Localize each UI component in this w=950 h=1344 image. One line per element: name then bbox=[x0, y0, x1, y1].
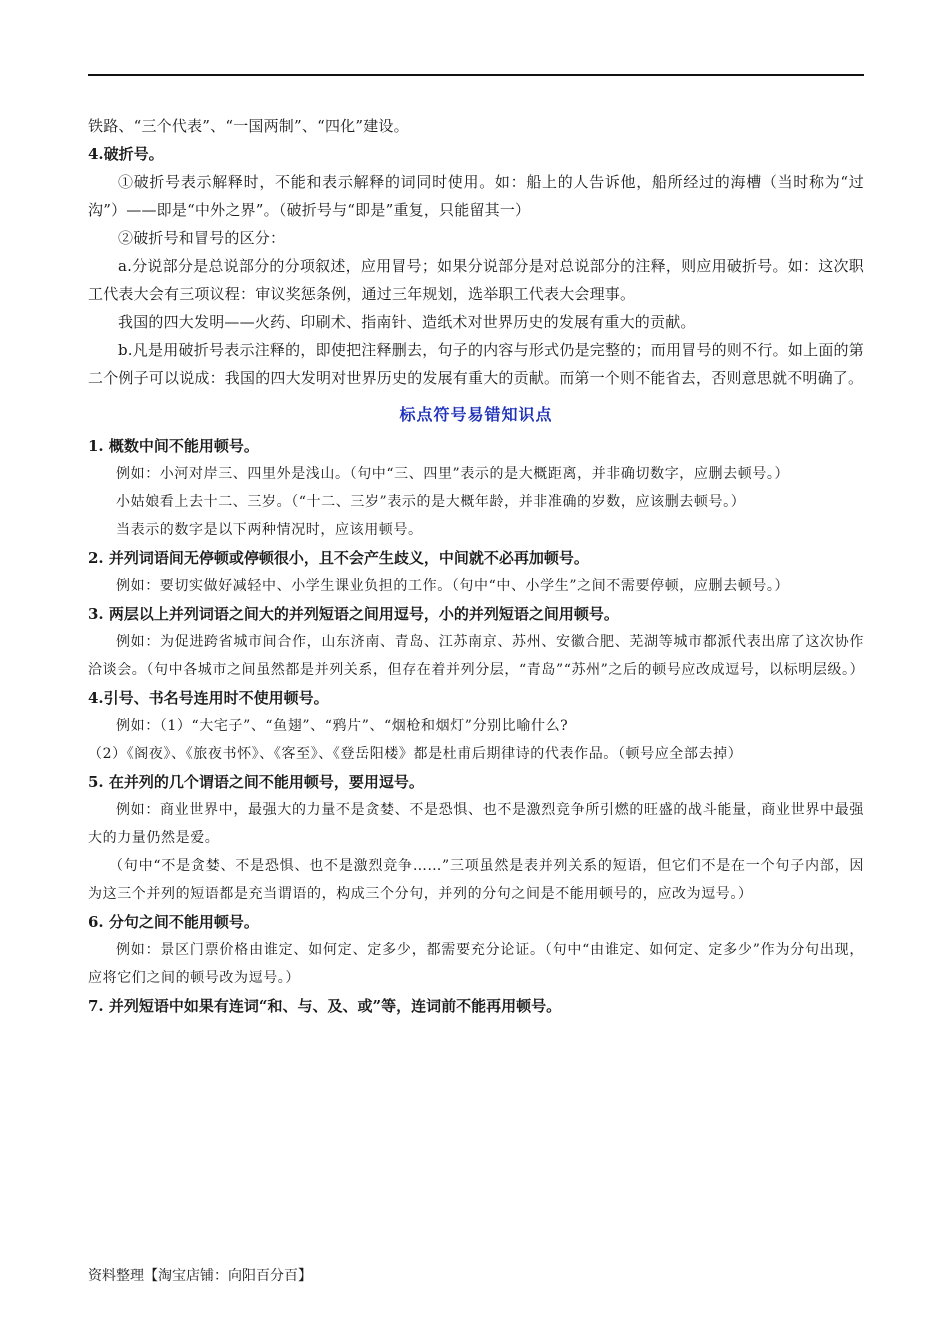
item-1-line-3: 当表示的数字是以下两种情况时，应该用顿号。 bbox=[116, 522, 423, 538]
item-4-line-1: 例如：（1）“大宅子”、“鱼翅”、“鸦片”、“烟枪和烟灯”分别比喻什么? bbox=[116, 718, 569, 734]
item-1-line-1: 例如：小河对岸三、四里外是浅山。（句中“三、四里”表示的是大概距离，并非确切数字，应删去顿号。） bbox=[116, 466, 790, 482]
dash-paragraph-2: ②破折号和冒号的区分： bbox=[118, 229, 286, 247]
item-1-heading: 1. 概数中间不能用顿号。 bbox=[88, 437, 259, 455]
item-5-heading: 5. 在并列的几个谓语之间不能用顿号，要用逗号。 bbox=[88, 773, 424, 791]
item-1-line-2: 小姑娘看上去十二、三岁。（“十二、三岁”表示的是大概年龄，并非准确的岁数，应该删去顿号。） bbox=[116, 494, 746, 510]
document-body bbox=[88, 112, 864, 1020]
item-3-heading: 3. 两层以上并列词语之间大的并列短语之间用逗号，小的并列短语之间用顿号。 bbox=[88, 605, 619, 623]
dash-section-heading: 4.破折号。 bbox=[88, 145, 164, 163]
item-4-line-2: （2）《阁夜》、《旅夜书怀》、《客至》、《登岳阳楼》都是杜甫后期律诗的代表作品。（顿号应全部去掉） bbox=[88, 746, 743, 762]
dash-paragraph-4: 我国的四大发明——火药、印刷术、指南针、造纸术对世界历史的发展有重大的贡献。 bbox=[118, 313, 696, 331]
item-5-line-1: 例如：商业世界中，最强大的力量不是贪婪、不是恐惧、也不是激烈竞争所引燃的旺盛的战斗能量，商业世界中最强大的力量仍然是爱。 bbox=[88, 802, 864, 846]
item-3-line-1: 例如：为促进跨省城市间合作，山东济南、青岛、江苏南京、苏州、安徽合肥、芜湖等城市都派代表出席了这次协作洽谈会。（句中各城市之间虽然都是并列关系，但存在着并列分层，“青岛”“苏州”之后的顿号应改成逗号，以标明层级。） bbox=[88, 634, 865, 678]
intro-line: 铁路、“三个代表”、“一国两制”、“四化”建设。 bbox=[88, 117, 409, 135]
dash-paragraph-3: a.分说部分是总说部分的分项叙述，应用冒号；如果分说部分是对总说部分的注释，则应用破折号。如：这次职工代表大会有三项议程：审议奖惩条例，通过三年规划，选举职工代表大会理事。 bbox=[88, 257, 864, 303]
item-7-heading: 7. 并列短语中如果有连词“和、与、及、或”等，连词前不能再用顿号。 bbox=[88, 997, 562, 1015]
footer-credit: 资料整理【淘宝店铺：向阳百分百】 bbox=[88, 1268, 312, 1284]
item-5-line-2: （句中“不是贪婪、不是恐惧、也不是激烈竞争……”三项虽然是表并列关系的短语，但它们不是在一个句子内部，因为这三个并列的短语都是充当谓语的，构成三个分句，并列的分句之间是不能用顿号的，应改为逗号。） bbox=[88, 858, 864, 902]
item-4-heading: 4.引号、书名号连用时不使用顿号。 bbox=[88, 689, 329, 707]
item-6-heading: 6. 分句之间不能用顿号。 bbox=[88, 913, 259, 931]
item-6-line-1: 例如：景区门票价格由谁定、如何定、定多少，都需要充分论证。（句中“由谁定、如何定、定多少”作为分句出现，应将它们之间的顿号改为逗号。） bbox=[88, 942, 864, 986]
item-2-heading: 2. 并列词语间无停顿或停顿很小，且不会产生歧义，中间就不必再加顿号。 bbox=[88, 549, 589, 567]
dash-paragraph-5: b.凡是用破折号表示注释的，即使把注释删去，句子的内容与形式仍是完整的；而用冒号的则不行。如上面的第二个例子可以说成：我国的四大发明对世界历史的发展有重大的贡献。而第一个则不能省去，否则意思就不明确了。 bbox=[88, 341, 864, 387]
dash-paragraph-1: ①破折号表示解释时，不能和表示解释的词同时使用。如：船上的人告诉他，船所经过的海槽（当时称为“过沟”）——即是“中外之界”。（破折号与“即是”重复，只能留其一） bbox=[88, 173, 864, 219]
section-title: 标点符号易错知识点 bbox=[399, 405, 553, 424]
item-2-line-1: 例如：要切实做好减轻中、小学生课业负担的工作。（句中“中、小学生”之间不需要停顿，应删去顿号。） bbox=[116, 578, 790, 594]
header-rule bbox=[88, 74, 864, 76]
